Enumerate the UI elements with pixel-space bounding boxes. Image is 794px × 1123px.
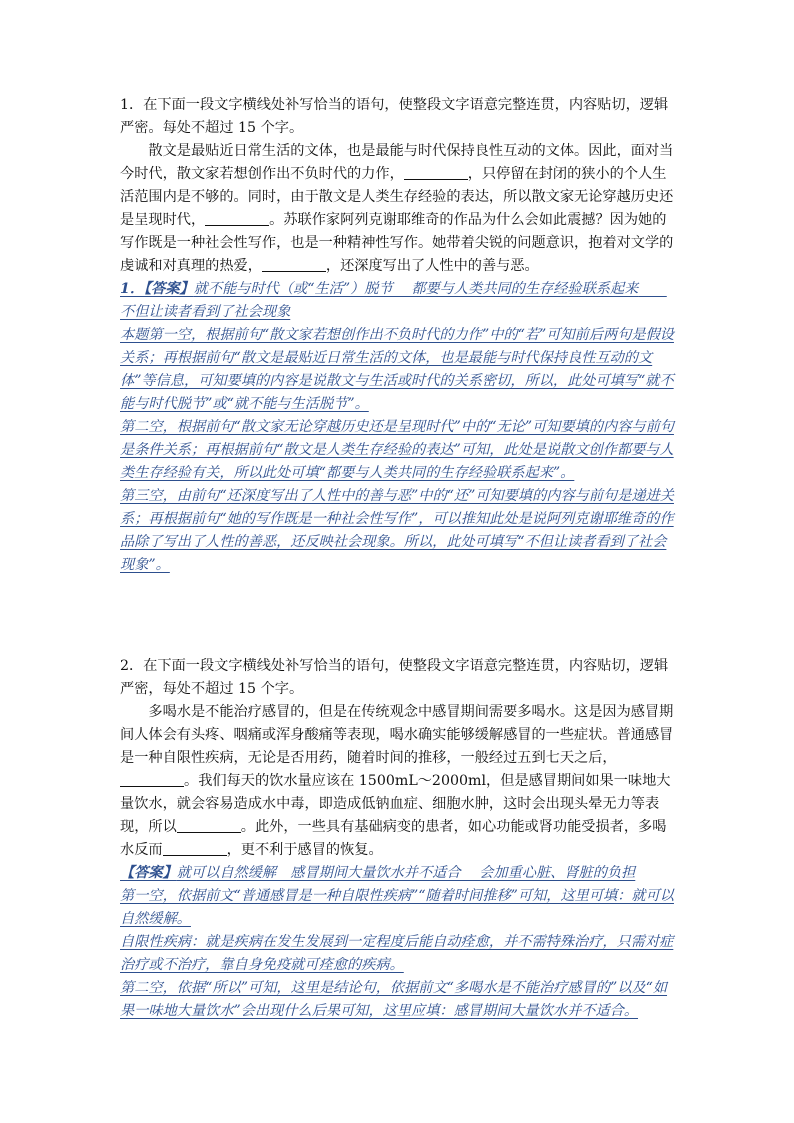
blank-line[interactable] bbox=[163, 841, 227, 856]
explanation-paragraph: 自限性疾病：就是疾病在发生发展到一定程度后能自动痊愈，并不需特殊治疗，只需对症治疗或不治疗，靠自身免疫就可痊愈的疾病。 bbox=[120, 934, 674, 973]
blank-line[interactable] bbox=[177, 818, 241, 833]
document-page bbox=[120, 94, 675, 1023]
question-2-answer bbox=[120, 862, 675, 885]
question-1-passage: 散文是最贴近日常生活的文体，也是最能与时代保持良性互动的文体。因此，面对当今时代，散文家若想创作出不负时代的力作， ，只停留在封闭的狭小的个人生活范围内是不够的。同时，由于散文是人类生存经验的表达，所以散文家无论穿越历史还是呈现时代， 。苏联作家阿列克谢耶维奇的作品为什么会如此震撼？因为她的写作既是一种社会性写作，也是一种精神性写作。她带着尖锐的问题意识，抱着对文学的虔诚和对真理的热爱， ，还深度写出了人性中的善与恶。 bbox=[120, 143, 674, 274]
blank-line[interactable] bbox=[205, 211, 269, 226]
answer-label: 【答案】 bbox=[120, 865, 177, 881]
blank-line[interactable] bbox=[262, 257, 326, 272]
question-1-prompt: 1．在下面一段文字横线处补写恰当的语句，使整段文字语意完整连贯，内容贴切，逻辑严密。每处不超过 15 个字。 bbox=[120, 97, 669, 136]
question-1-answer bbox=[120, 278, 675, 324]
explanation-paragraph: 第二空，依据“所以”可知，这里是结论句，依据前文“多喝水是不能治疗感冒的”以及“如果一味地大量饮水”会出现什么后果可知，这里应填：感冒期间大量饮水并不适合。 bbox=[120, 980, 668, 1019]
answer-label: 1．【答案】 bbox=[120, 281, 194, 297]
blank-line[interactable] bbox=[120, 772, 184, 787]
section-spacer bbox=[120, 577, 675, 655]
answer-text: 就不能与时代（或“生活”）脱节 都要与人类共同的生存经验联系起来 不但让读者看到了社会现象 bbox=[120, 281, 667, 320]
explanation-paragraph: 第一空，依据前文“普通感冒是一种自限性疾病”“随着时间推移”可知，这里可填：就可以自然缓解。 bbox=[120, 888, 674, 927]
blank-line[interactable] bbox=[404, 165, 468, 180]
answer-text: 就可以自然缓解 感冒期间大量饮水并不适合 会加重心脏、肾脏的负担 bbox=[176, 865, 636, 881]
question-2-prompt: 2．在下面一段文字横线处补写恰当的语句，使整段文字语意完整连贯，内容贴切，逻辑严密，每处不超过 15 个字。 bbox=[120, 658, 669, 697]
question-2-passage: 多喝水是不能治疗感冒的，但是在传统观念中感冒期间需要多喝水。这是因为感冒期间人体会有头疼、咽痛或浑身酸痛等表现，喝水确实能够缓解感冒的一些症状。普通感冒是一种自限性疾病，无论是否用药，随着时间的推移，一般经过五到七天之后，。我们每天的饮水量应该在 1500mL～2000ml，但是感冒期间如果一味地大量饮水，就会容易造成水中毒，即造成低钠血症、细胞水肿，这时会出现头晕无力等表现，所以 。此外，一些具有基础病变的患者，如心功能或肾功能受损者，多喝水反而 ，更不利于感冒的恢复。 bbox=[120, 704, 674, 858]
explanation-paragraph: 第二空，根据前句“散文家无论穿越历史还是呈现时代”中的“无论”可知要填的内容与前句是条件关系；再根据前句“散文是人类生存经验的表达”可知，此处是说散文创作都要与人类生存经验有关，所以此处可填“都要与人类共同的生存经验联系起来”。 bbox=[120, 419, 674, 481]
explanation-paragraph: 第三空，由前句“还深度写出了人性中的善与恶”中的“还”可知要填的内容与前句是递进关系；再根据前句“她的写作既是一种社会性写作”，可以推知此处是说阿列克谢耶维奇的作品除了写出了人性的善恶，还反映社会现象。所以，此处可填写“不但让读者看到了社会现象”。 bbox=[120, 488, 674, 573]
explanation-paragraph: 本题第一空，根据前句“散文家若想创作出不负时代的力作”中的“若”可知前后两句是假设关系；再根据前句“散文是最贴近日常生活的文体，也是最能与时代保持良性互动的文体”等信息，可知要填的内容是说散文与生活或时代的关系密切，所以，此处可填写“就不能与时代脱节”或“就不能与生活脱节”。 bbox=[120, 327, 674, 412]
